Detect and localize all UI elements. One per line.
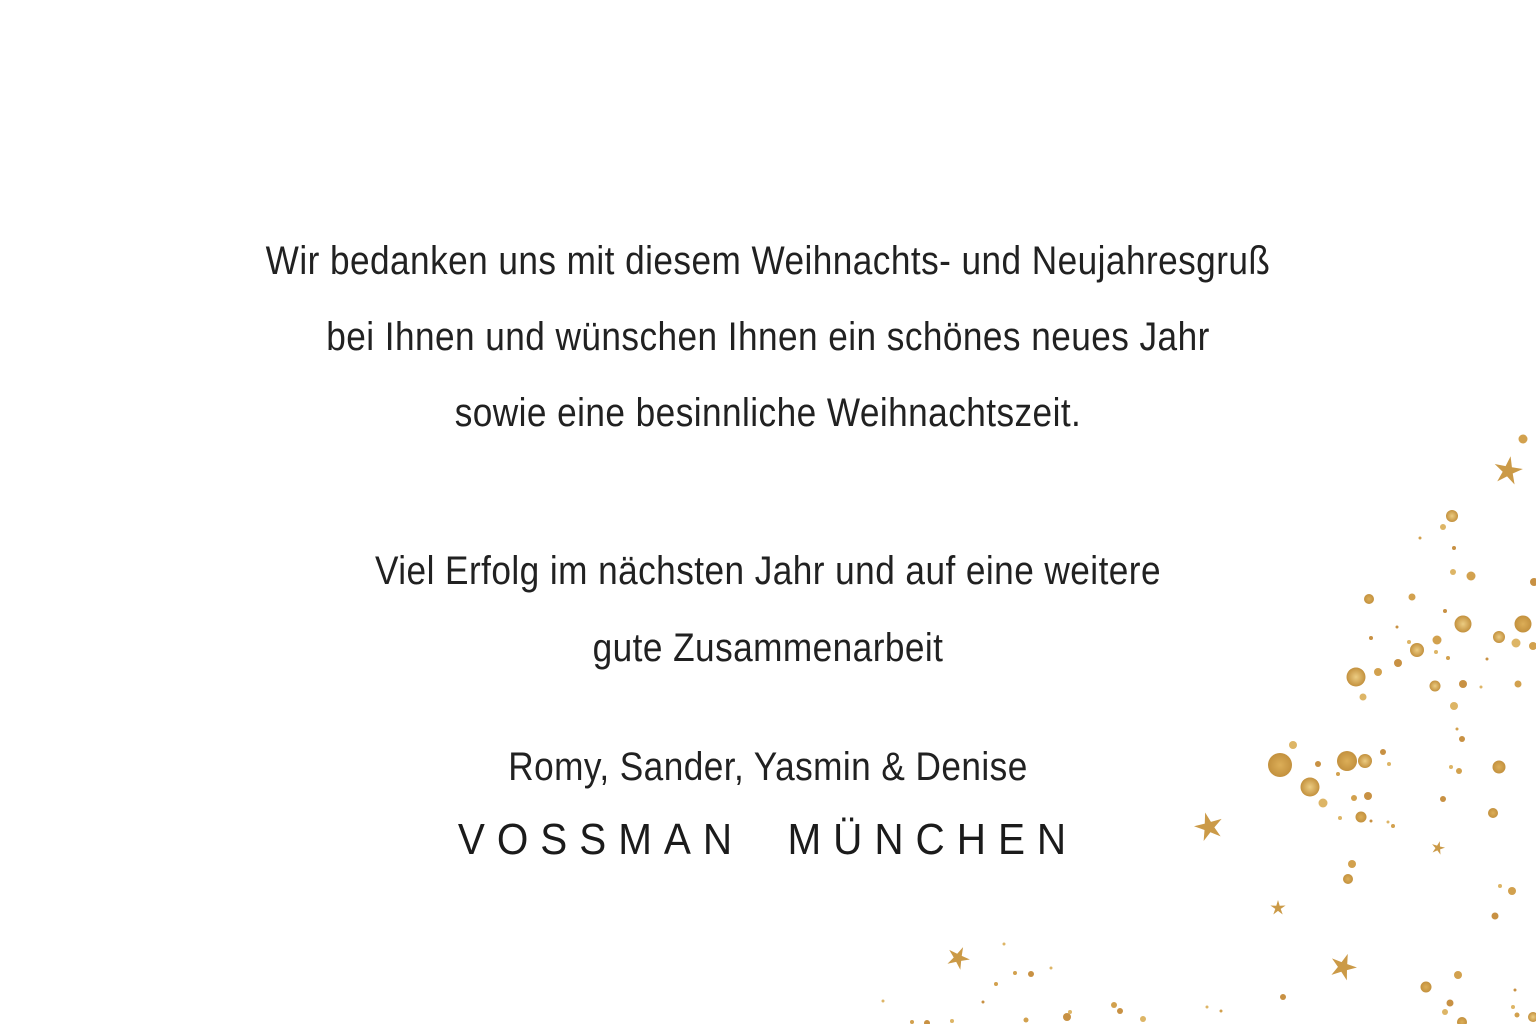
gold-dot (924, 1020, 930, 1024)
gold-dot (1493, 761, 1506, 774)
gold-dot (1442, 1009, 1448, 1015)
gold-dot (910, 1020, 914, 1024)
gold-dot (1446, 510, 1458, 522)
message-line-3: sowie eine besinnliche Weihnachtszeit. (454, 391, 1082, 435)
gold-dot (950, 1019, 954, 1023)
gold-star-icon (944, 942, 974, 971)
gold-dot (1515, 616, 1532, 633)
gold-dot (1459, 680, 1467, 688)
gold-dot (1454, 971, 1462, 979)
gold-dot (1430, 681, 1441, 692)
gold-dot (1530, 578, 1536, 586)
gold-dot (1457, 1017, 1467, 1024)
gold-dot (1450, 702, 1458, 710)
gold-dot (1456, 728, 1459, 731)
gold-dot (1480, 686, 1483, 689)
gold-dot (1459, 736, 1465, 742)
gold-dot (1508, 887, 1516, 895)
gold-star-icon (1492, 454, 1525, 486)
gold-dot (1360, 694, 1367, 701)
message-line-2: bei Ihnen und wünschen Ihnen ein schönes neues Jahr (326, 315, 1210, 359)
gold-dot (1443, 609, 1447, 613)
gold-dot (1514, 989, 1517, 992)
gold-dot (1421, 982, 1432, 993)
gold-star-icon (1327, 949, 1361, 982)
gold-dot (1220, 1010, 1223, 1013)
gold-dot (1117, 1008, 1123, 1014)
message-line-5: gute Zusammenarbeit (592, 626, 944, 670)
gold-dot (1467, 572, 1476, 581)
gold-dot (1028, 971, 1034, 977)
message-line-1: Wir bedanken uns mit diesem Weihnachts- und Neujahresgruß (265, 239, 1271, 283)
gold-dot (1409, 594, 1416, 601)
gold-dot (1351, 795, 1357, 801)
gold-dot (1512, 639, 1521, 648)
gold-dot (1068, 1010, 1072, 1014)
gold-star-icon (1270, 900, 1285, 915)
gold-dot (1488, 808, 1498, 818)
gold-dot (1024, 1018, 1029, 1023)
gold-dot (994, 982, 998, 986)
gold-dot (1447, 1000, 1454, 1007)
gold-dot (1455, 616, 1472, 633)
gold-dot (1140, 1016, 1146, 1022)
gold-dot (1013, 971, 1017, 975)
gold-dot (1446, 656, 1450, 660)
gold-dot (1419, 537, 1422, 540)
signature-names: Romy, Sander, Yasmin & Denise (508, 745, 1028, 789)
company-name: VOSSMAN MÜNCHEN (457, 815, 1079, 864)
gold-dot (1343, 874, 1353, 884)
gold-dot (1528, 1012, 1536, 1022)
gold-dot (1206, 1006, 1209, 1009)
gold-dot (1364, 594, 1374, 604)
gold-dot (1364, 792, 1372, 800)
gold-dot (1511, 1005, 1515, 1009)
gold-dot (1456, 768, 1462, 774)
gold-dot (1515, 1013, 1520, 1018)
message-line-4: Viel Erfolg im nächsten Jahr und auf eine weitere (375, 549, 1161, 593)
gold-dot (1050, 967, 1053, 970)
gold-dot (1063, 1013, 1071, 1021)
gold-dot (1450, 569, 1456, 575)
gold-dot (1519, 435, 1528, 444)
gold-dot (1280, 994, 1286, 1000)
gold-dot (1492, 913, 1499, 920)
gold-dot (1452, 546, 1456, 550)
gold-dot (1486, 658, 1489, 661)
gold-dot (1111, 1002, 1117, 1008)
gold-dot (1515, 681, 1522, 688)
gold-dot (1374, 668, 1382, 676)
gold-dot (1440, 524, 1446, 530)
gold-dot (1493, 631, 1505, 643)
gold-dot (1440, 796, 1446, 802)
gold-dot (1003, 943, 1006, 946)
gold-dot (882, 1000, 885, 1003)
gold-dot (982, 1001, 985, 1004)
gold-dot (1347, 668, 1366, 687)
gold-dot (1529, 642, 1536, 650)
gold-dot (1449, 765, 1453, 769)
gold-dot (1319, 799, 1328, 808)
gold-dot (1498, 884, 1502, 888)
